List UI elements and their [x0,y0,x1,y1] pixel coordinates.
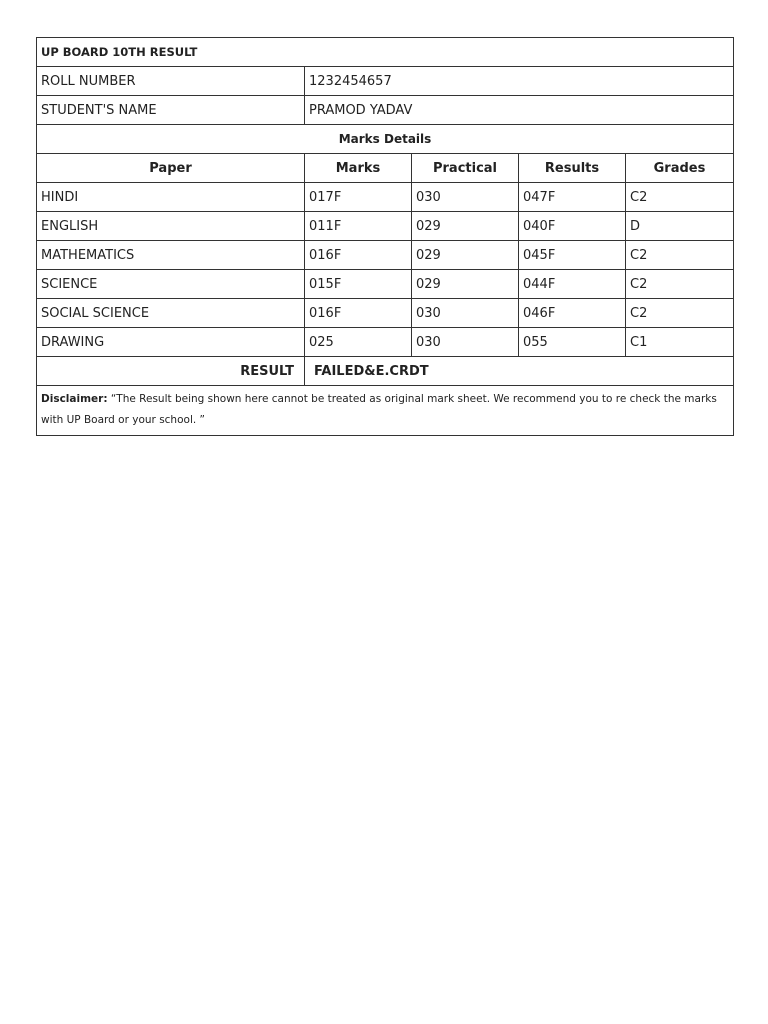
result-table [36,37,734,436]
results-cell: 044F [519,270,626,299]
table-row [37,212,734,241]
practical-cell: 030 [412,183,519,212]
student-name-row [37,96,734,125]
disclaimer-row [37,386,734,436]
roll-number-row [37,67,734,96]
table-row [37,299,734,328]
table-row [37,183,734,212]
table-row [37,241,734,270]
column-header-practical: Practical [412,154,519,183]
result-sheet [36,37,733,436]
paper-cell: MATHEMATICS [37,241,305,270]
table-row [37,270,734,299]
results-cell: 047F [519,183,626,212]
practical-cell: 030 [412,299,519,328]
roll-number-label: ROLL NUMBER [37,67,305,96]
grade-cell: C2 [626,270,734,299]
final-result-value: FAILED&E.CRDT [305,357,734,386]
final-result-row [37,357,734,386]
marks-details-heading: Marks Details [37,125,734,154]
student-name-label: STUDENT'S NAME [37,96,305,125]
paper-cell: ENGLISH [37,212,305,241]
practical-cell: 030 [412,328,519,357]
marks-details-row [37,125,734,154]
practical-cell: 029 [412,241,519,270]
paper-cell: DRAWING [37,328,305,357]
table-row [37,328,734,357]
title-row [37,38,734,67]
marks-cell: 016F [305,299,412,328]
grade-cell: C2 [626,299,734,328]
marks-cell: 011F [305,212,412,241]
result-title: UP BOARD 10TH RESULT [37,38,734,67]
roll-number-value: 1232454657 [305,67,734,96]
column-header-marks: Marks [305,154,412,183]
results-cell: 045F [519,241,626,270]
grade-cell: C1 [626,328,734,357]
paper-cell: SOCIAL SCIENCE [37,299,305,328]
results-cell: 046F [519,299,626,328]
marks-cell: 015F [305,270,412,299]
practical-cell: 029 [412,270,519,299]
grade-cell: C2 [626,183,734,212]
disclaimer-label: Disclaimer: [41,393,108,405]
marks-cell: 017F [305,183,412,212]
column-header-paper: Paper [37,154,305,183]
marks-cell: 025 [305,328,412,357]
results-cell: 040F [519,212,626,241]
grade-cell: D [626,212,734,241]
paper-cell: HINDI [37,183,305,212]
column-header-grades: Grades [626,154,734,183]
grade-cell: C2 [626,241,734,270]
results-cell: 055 [519,328,626,357]
practical-cell: 029 [412,212,519,241]
marks-cell: 016F [305,241,412,270]
paper-cell: SCIENCE [37,270,305,299]
disclaimer-text: “The Result being shown here cannot be treated as original mark sheet. We recommend you to re check the marks with UP Board or your school. ” [41,393,717,426]
student-name-value: PRAMOD YADAV [305,96,734,125]
disclaimer [37,386,734,436]
final-result-label: RESULT [37,357,305,386]
column-header-row [37,154,734,183]
column-header-results: Results [519,154,626,183]
